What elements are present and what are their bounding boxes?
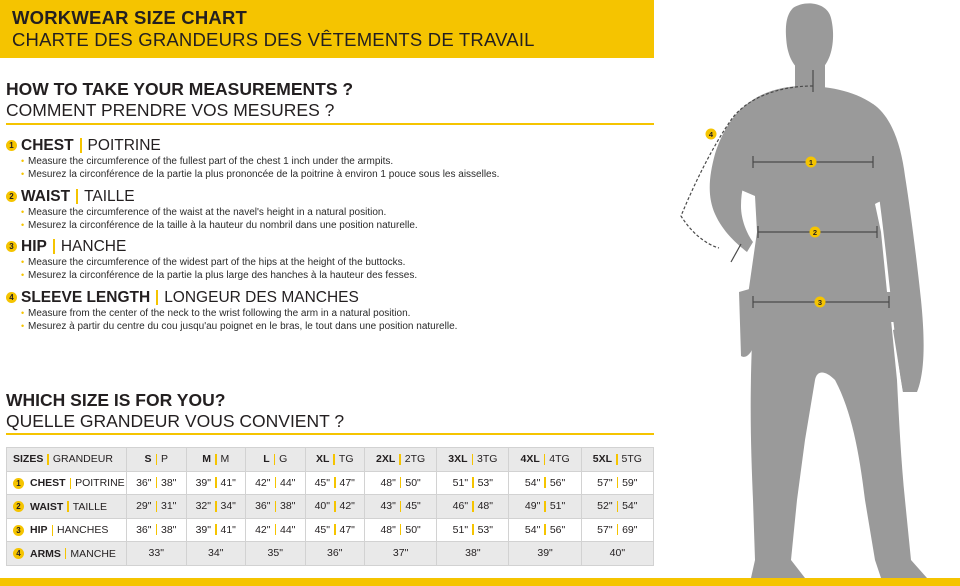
cell-value: 50" (405, 476, 421, 489)
measure-heading-fr: COMMENT PRENDRE VOS MESURES ? (6, 100, 335, 120)
row-label (7, 495, 127, 519)
row-label-fr: POITRINE (75, 477, 125, 489)
cell-value: 42" (255, 523, 271, 536)
measure-desc-en (6, 307, 646, 320)
banner-title-fr: CHARTE DES GRANDEURS DES VÊTEMENTS DE TRAVAIL (12, 29, 535, 50)
measure-desc-en (6, 206, 646, 219)
divider (472, 477, 474, 488)
measure-desc-fr (6, 269, 646, 282)
divider (65, 548, 67, 559)
cell-value: 50" (405, 523, 421, 536)
divider (544, 524, 546, 535)
table-row-hip (7, 518, 654, 542)
marker-1-label: 1 (808, 158, 814, 167)
size-fr: M (220, 453, 230, 466)
measure-title-en: SLEEVE LENGTH (21, 288, 151, 306)
table-cell (246, 471, 306, 495)
number-badge: 2 (13, 501, 24, 512)
body-silhouette-figure (655, 0, 960, 586)
cell-value: 40" (609, 547, 626, 560)
table-cell (365, 471, 437, 495)
cell-value: 54" (524, 476, 541, 489)
measure-item-hip (6, 237, 646, 282)
size-fr: P (161, 453, 169, 466)
cell-value: 53" (477, 523, 494, 536)
divider (53, 239, 55, 254)
divider (400, 524, 402, 535)
measure-title-en: WAIST (21, 187, 71, 205)
cell-value: 34" (220, 500, 236, 513)
measure-heading-en: HOW TO TAKE YOUR MEASUREMENTS ? (6, 79, 354, 99)
table-cell (305, 542, 365, 566)
divider (215, 477, 217, 488)
row-label (7, 471, 127, 495)
table-cell (365, 542, 437, 566)
desc-text: • Mesurez la circonférence de la partie la plus prononcée de la poitrine à environ 1 pouce sous les aisselles. (28, 169, 500, 180)
number-badge: 2 (6, 191, 17, 202)
table-row-waist (7, 495, 654, 519)
table-cell (186, 495, 246, 519)
table-cell (127, 471, 187, 495)
table-cell (581, 518, 653, 542)
cell-value: 43" (380, 500, 396, 513)
measure-title-fr: HANCHE (60, 237, 127, 255)
number-badge: 1 (6, 140, 17, 151)
table-cell (246, 542, 306, 566)
table-row-chest (7, 471, 654, 495)
cell-value: 37" (392, 547, 409, 560)
table-cell (127, 495, 187, 519)
table-cell (581, 471, 653, 495)
number-badge: 4 (13, 548, 24, 559)
table-cell (437, 471, 509, 495)
divider (333, 454, 335, 465)
cell-value: 53" (477, 476, 494, 489)
cell-value: 49" (524, 500, 541, 513)
table-cell (509, 495, 581, 519)
size-header-cell (581, 448, 653, 472)
cell-value: 38" (465, 547, 481, 560)
divider (275, 501, 277, 512)
divider (334, 501, 336, 512)
cell-value: 42" (255, 476, 271, 489)
cell-value: 48" (477, 500, 494, 513)
cell-value: 44" (280, 476, 296, 489)
size-header-cell (186, 448, 246, 472)
measure-item-title (6, 136, 646, 155)
cell-value: 56" (549, 523, 566, 536)
cell-value: 48" (380, 523, 396, 536)
measure-item-title (6, 288, 646, 307)
table-cell (305, 471, 365, 495)
table-cell (581, 542, 653, 566)
size-en: 5XL (592, 453, 613, 466)
table-cell (246, 518, 306, 542)
divider (544, 454, 546, 465)
size-en: XL (315, 453, 330, 466)
cell-value: 69" (622, 523, 638, 536)
cell-value: 45" (405, 500, 421, 513)
divider (617, 501, 619, 512)
row-label-fr: TAILLE (72, 500, 107, 513)
marker-2 (810, 227, 821, 238)
table-cell (305, 518, 365, 542)
table-cell (246, 495, 306, 519)
table-cell (305, 495, 365, 519)
cell-value: 45" (314, 476, 330, 489)
marker-4 (706, 129, 717, 140)
cell-value: 40" (314, 500, 330, 513)
cell-value: 39" (195, 476, 211, 489)
number-badge: 3 (13, 525, 24, 536)
desc-text: • Measure from the center of the neck to the wrist following the arm in a natural position. (28, 308, 411, 319)
divider (215, 454, 217, 465)
cell-value: 54" (524, 523, 541, 536)
measure-title-en: HIP (21, 237, 47, 255)
cell-value: 35" (267, 547, 283, 560)
size-heading-fr: QUELLE GRANDEUR VOUS CONVIENT ? (6, 411, 345, 431)
measure-title-fr: TAILLE (84, 187, 135, 205)
cell-value: 39" (195, 523, 211, 536)
measure-item-chest (6, 136, 646, 181)
size-header-cell (246, 448, 306, 472)
row-label-en: ARMS (30, 547, 61, 560)
cell-value: 47" (339, 523, 355, 536)
table-cell (127, 542, 187, 566)
table-cell (365, 495, 437, 519)
divider (47, 454, 49, 465)
measure-desc-fr (6, 219, 646, 232)
table-cell (437, 542, 509, 566)
table-header-cell (7, 448, 127, 472)
measure-item-title (6, 237, 646, 256)
divider (275, 524, 277, 535)
divider (617, 477, 619, 488)
cell-value: 31" (161, 500, 177, 513)
divider (156, 501, 158, 512)
measure-desc-fr (6, 168, 646, 181)
divider (617, 524, 619, 535)
table-cell (509, 518, 581, 542)
divider (275, 477, 277, 488)
size-header-cell (127, 448, 187, 472)
cell-value: 51" (452, 523, 469, 536)
number-badge: 1 (13, 478, 24, 489)
cell-value: 59" (622, 476, 638, 489)
cell-value: 57" (597, 523, 613, 536)
table-row-arms (7, 542, 654, 566)
divider (400, 477, 402, 488)
marker-3-label: 3 (817, 298, 823, 307)
divider (616, 454, 618, 465)
number-badge: 3 (6, 241, 17, 252)
table-cell (509, 542, 581, 566)
measure-desc-en (6, 155, 646, 168)
row-label-en: CHEST (30, 477, 66, 489)
size-fr: 3TG (477, 453, 498, 466)
cell-value: 48" (380, 476, 396, 489)
cell-value: 47" (339, 476, 355, 489)
measure-desc-en (6, 256, 646, 269)
measure-title-en: CHEST (21, 136, 74, 154)
divider (400, 501, 402, 512)
size-fr: TG (338, 453, 354, 466)
banner-title-en: WORKWEAR SIZE CHART (12, 7, 248, 28)
divider (156, 454, 158, 465)
cell-value: 38" (161, 523, 177, 536)
size-en: L (263, 453, 270, 466)
cell-value: 57" (597, 476, 613, 489)
row-label-fr: MANCHE (70, 547, 116, 560)
size-fr: G (279, 453, 288, 466)
size-fr: 5TG (621, 453, 642, 466)
desc-text: • Measure the circumference of the widest part of the hips at the height of the buttocks. (28, 257, 406, 268)
table-cell (186, 471, 246, 495)
cell-value: 51" (549, 500, 566, 513)
size-header-cell (437, 448, 509, 472)
divider (215, 501, 217, 512)
cell-value: 36" (255, 500, 271, 513)
cell-value: 36" (136, 476, 152, 489)
marker-3 (815, 297, 826, 308)
cell-value: 29" (136, 500, 152, 513)
size-en: S (144, 453, 152, 466)
table-cell (437, 495, 509, 519)
table-cell (509, 471, 581, 495)
marker-4-label: 4 (708, 130, 714, 139)
measure-item-title (6, 187, 646, 206)
desc-text: • Measure the circumference of the waist at the navel's height in a natural position. (28, 207, 387, 218)
divider (156, 477, 158, 488)
divider (334, 524, 336, 535)
header-banner (0, 0, 654, 58)
number-badge: 4 (6, 292, 17, 303)
size-header-cell (509, 448, 581, 472)
desc-text: • Mesurez la circonférence de la partie la plus large des hanches à la hauteur des fesses. (28, 270, 418, 281)
measure-title-fr: POITRINE (87, 136, 161, 154)
cell-value: 45" (314, 523, 330, 536)
size-table (6, 447, 654, 566)
divider (76, 189, 78, 204)
cell-value: 36" (136, 523, 152, 536)
cell-value: 33" (148, 547, 164, 560)
desc-text: • Measure the circumference of the fullest part of the chest 1 inch under the armpits. (28, 156, 394, 167)
size-en: 4XL (520, 453, 540, 466)
row-label-en: HIP (30, 524, 48, 536)
divider (544, 477, 546, 488)
divider (334, 477, 336, 488)
cell-value: 34" (208, 547, 224, 560)
marker-1 (806, 157, 817, 168)
divider (472, 501, 474, 512)
cell-value: 41" (220, 523, 236, 536)
divider (67, 501, 69, 512)
table-cell (365, 518, 437, 542)
cell-value: 42" (339, 500, 355, 513)
marker-2-label: 2 (812, 228, 818, 237)
size-heading-en: WHICH SIZE IS FOR YOU? (6, 390, 226, 410)
size-en: M (202, 453, 211, 466)
divider (472, 454, 474, 465)
cell-value: 41" (220, 476, 236, 489)
divider (80, 138, 82, 153)
table-cell (581, 495, 653, 519)
divider (544, 501, 546, 512)
size-en: 2XL (376, 453, 396, 466)
divider (215, 524, 217, 535)
measure-title-fr: LONGEUR DES MANCHES (164, 288, 359, 306)
cell-value: 52" (597, 500, 613, 513)
cell-value: 39" (537, 547, 553, 560)
table-cell (127, 518, 187, 542)
row-label-en: WAIST (30, 500, 64, 513)
header-left: SIZES (13, 453, 44, 466)
divider (156, 290, 158, 305)
table-cell (186, 518, 246, 542)
table-cell (437, 518, 509, 542)
cell-value: 44" (280, 523, 296, 536)
size-fr: 4TG (549, 453, 570, 466)
measure-section-heading (6, 79, 654, 125)
row-label (7, 542, 127, 566)
table-header-row (7, 448, 654, 472)
cell-value: 46" (452, 500, 469, 513)
measure-desc-fr (6, 320, 646, 333)
divider (399, 454, 401, 465)
table-cell (186, 542, 246, 566)
cell-value: 38" (161, 476, 177, 489)
measure-item-sleeve (6, 288, 646, 333)
divider (472, 524, 474, 535)
size-header-cell (305, 448, 365, 472)
cell-value: 51" (452, 476, 469, 489)
row-label-fr: HANCHES (57, 524, 109, 536)
size-header-cell (365, 448, 437, 472)
cell-value: 38" (280, 500, 296, 513)
desc-text: • Mesurez la circonférence de la taille à la hauteur du nombril dans une position naturelle. (28, 220, 418, 231)
desc-text: • Mesurez à partir du centre du cou jusqu'au poignet en le bras, le tout dans une position naturelle. (28, 321, 458, 332)
size-fr: 2TG (404, 453, 426, 466)
header-right: GRANDEUR (52, 453, 113, 466)
size-section-heading (6, 390, 654, 435)
cell-value: 56" (549, 476, 566, 489)
divider (70, 478, 72, 489)
silhouette (710, 3, 927, 578)
size-en: 3XL (448, 453, 468, 466)
cell-value: 36" (327, 547, 343, 560)
divider (274, 454, 276, 465)
measure-item-waist (6, 187, 646, 232)
divider (156, 524, 158, 535)
row-label (7, 518, 127, 542)
divider (52, 525, 54, 536)
cell-value: 32" (195, 500, 211, 513)
cell-value: 54" (622, 500, 638, 513)
